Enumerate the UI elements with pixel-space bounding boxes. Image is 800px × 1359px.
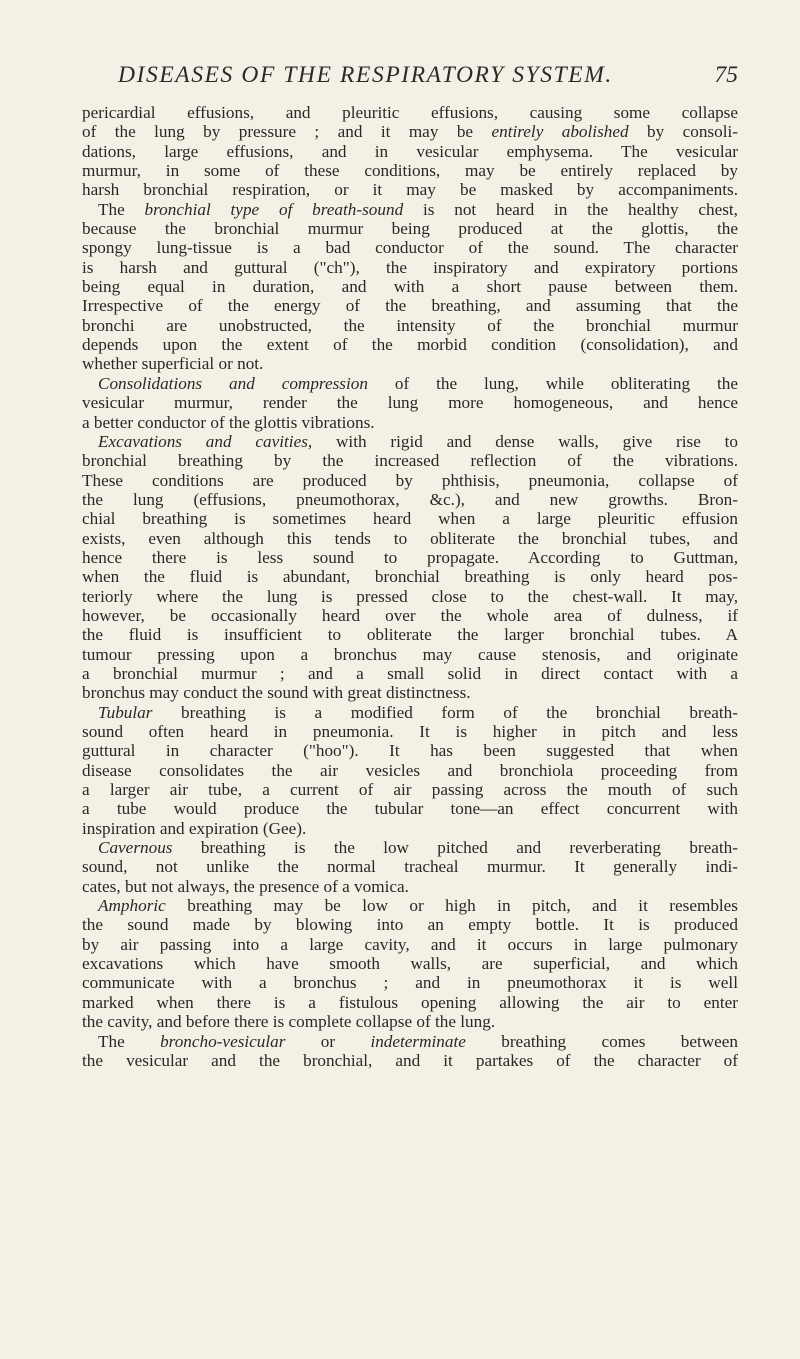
text-run: is harsh and guttural ("ch"), the inspiratory and expiratory portions	[82, 257, 738, 277]
text-line	[82, 335, 738, 354]
text-line	[82, 567, 738, 586]
text-line	[82, 432, 738, 451]
text-run: excavations which have smooth walls, are superficial, and which	[82, 954, 738, 974]
text-run: depends upon the extent of the morbid condition (consolidation), and	[82, 335, 738, 355]
text-line	[82, 316, 738, 335]
italic-run: Consolidations and compression	[98, 373, 368, 393]
text-line	[82, 277, 738, 296]
text-run: breathing may be low or high in pitch, and it resembles	[165, 896, 738, 916]
text-run: tumour pressing upon a bronchus may cause stenosis, and originate	[82, 644, 738, 664]
italic-run: Cavernous	[98, 838, 173, 858]
italic-run: Amphoric	[98, 896, 166, 916]
text-line	[82, 703, 738, 722]
text-run: of the lung, while obliterating the	[367, 373, 738, 393]
text-run: bronchial breathing by the increased reflection of the vibrations.	[82, 451, 738, 471]
italic-run: entirely abolished	[491, 122, 629, 142]
text-run: disease consolidates the air vesicles and bronchiola proceeding from	[82, 760, 738, 780]
text-run: communicate with a bronchus ; and in pneumothorax it is well	[82, 973, 738, 993]
text-run: murmur, in some of these conditions, may be entirely replaced by	[82, 161, 738, 181]
text-line	[82, 451, 738, 470]
text-run: breathing is a modified form of the bronchial breath-	[152, 702, 738, 722]
text-run: sound often heard in pneumonia. It is higher in pitch and less	[82, 722, 738, 741]
text-line	[82, 625, 738, 644]
text-line	[82, 103, 738, 122]
text-run: a better conductor of the glottis vibrations.	[82, 412, 375, 432]
text-run: vesicular murmur, render the lung more homogeneous, and hence	[82, 393, 738, 413]
text-line	[82, 238, 738, 257]
text-line	[82, 200, 738, 219]
text-line	[82, 722, 738, 741]
text-line	[82, 645, 738, 664]
text-line	[82, 780, 738, 799]
text-run: guttural in character ("hoo"). It has been suggested that when	[82, 741, 738, 761]
text-line	[82, 664, 738, 683]
running-head	[118, 62, 738, 92]
text-run: exists, even although this tends to obliterate the bronchial tubes, and	[82, 528, 738, 548]
text-run: dations, large effusions, and in vesicular emphysema. The vesicular	[82, 141, 738, 161]
text-line	[82, 490, 738, 509]
text-line	[82, 683, 738, 702]
text-run: being equal in duration, and with a short pause between them.	[82, 277, 738, 297]
text-run: hence there is less sound to propagate. According to Guttman,	[82, 547, 738, 567]
text-line	[82, 471, 738, 490]
text-run: by consoli-	[628, 122, 738, 142]
text-run: spongy lung-tissue is a bad conductor of the sound. The character	[82, 238, 738, 258]
text-line	[82, 548, 738, 567]
text-line	[82, 993, 738, 1012]
running-head-title: DISEASES OF THE RESPIRATORY SYSTEM.	[118, 62, 613, 88]
page-number: 75	[714, 62, 738, 88]
text-run: bronchi are unobstructed, the intensity of the bronchial murmur	[82, 315, 738, 335]
text-line	[82, 393, 738, 412]
text-run: the sound made by blowing into an empty bottle. It is produced	[82, 915, 738, 935]
body-text	[82, 103, 738, 1070]
text-run: by air passing into a large cavity, and it occurs in large pulmonary	[82, 934, 738, 954]
text-line	[82, 529, 738, 548]
text-line	[82, 896, 738, 915]
text-run: of the lung by pressure ; and it may be	[82, 122, 492, 142]
italic-run: broncho-vesicular	[160, 1031, 286, 1051]
text-line	[82, 1051, 738, 1070]
text-run: the cavity, and before there is complete collapse of the lung.	[82, 1012, 496, 1032]
text-line	[82, 413, 738, 432]
text-line	[82, 258, 738, 277]
text-run: the lung (effusions, pneumothorax, &c.), and new growths. Bron-	[82, 489, 738, 509]
text-run: The	[98, 199, 145, 219]
text-line	[82, 954, 738, 973]
text-run: when the fluid is abundant, bronchial breathing is only heard pos-	[82, 567, 738, 587]
text-run: because the bronchial murmur being produced at the glottis, the	[82, 219, 738, 239]
text-line	[82, 1012, 738, 1031]
text-line	[82, 973, 738, 992]
text-line	[82, 877, 738, 896]
text-line	[82, 161, 738, 180]
text-line	[82, 587, 738, 606]
text-line	[82, 1032, 738, 1051]
text-line	[82, 741, 738, 760]
text-line	[82, 374, 738, 393]
text-run: cates, but not always, the presence of a vomica.	[82, 876, 409, 896]
text-run: teriorly where the lung is pressed close to the chest-wall. It may,	[82, 586, 738, 606]
text-run: or	[285, 1031, 371, 1051]
text-run: bronchus may conduct the sound with great distinctness.	[82, 683, 471, 703]
text-run: pericardial effusions, and pleuritic effusions, causing some collapse	[82, 103, 738, 122]
text-line	[82, 509, 738, 528]
italic-run: indeterminate	[370, 1031, 466, 1051]
text-run: however, be occasionally heard over the whole area of dulness, if	[82, 605, 738, 625]
text-run: sound, not unlike the normal tracheal murmur. It generally indi-	[82, 857, 738, 877]
text-run: a larger air tube, a current of air passing across the mouth of such	[82, 780, 738, 800]
text-line	[82, 819, 738, 838]
text-run: These conditions are produced by phthisis, pneumonia, collapse of	[82, 470, 738, 490]
text-line	[82, 761, 738, 780]
italic-run: Excavations and cavities,	[98, 431, 313, 451]
text-line	[82, 935, 738, 954]
text-run: marked when there is a fistulous opening allowing the air to enter	[82, 992, 738, 1012]
text-run: the vesicular and the bronchial, and it partakes of the character of	[82, 1050, 738, 1070]
text-line	[82, 142, 738, 161]
text-run: whether superficial or not.	[82, 354, 264, 374]
text-line	[82, 799, 738, 818]
text-run: harsh bronchial respiration, or it may be masked by accompaniments.	[82, 180, 738, 200]
text-line	[82, 180, 738, 199]
text-run: Irrespective of the energy of the breathing, and assuming that the	[82, 296, 738, 316]
text-line	[82, 857, 738, 876]
text-line	[82, 606, 738, 625]
text-run: The	[98, 1031, 161, 1051]
italic-run: bronchial type of breath-sound	[144, 199, 404, 219]
text-run: breathing is the low pitched and reverberating breath-	[172, 838, 738, 858]
text-run: is not heard in the healthy chest,	[403, 199, 738, 219]
text-run: inspiration and expiration (Gee).	[82, 818, 307, 838]
text-line	[82, 296, 738, 315]
text-line	[82, 915, 738, 934]
text-run: with rigid and dense walls, give rise to	[312, 431, 738, 451]
text-run: a tube would produce the tubular tone—an effect concurrent with	[82, 799, 738, 819]
text-line	[82, 219, 738, 238]
text-run: a bronchial murmur ; and a small solid in direct contact with a	[82, 663, 738, 683]
italic-run: Tubular	[98, 702, 153, 722]
text-run: chial breathing is sometimes heard when a large pleuritic effusion	[82, 509, 738, 529]
text-run: the fluid is insufficient to obliterate the larger bronchial tubes. A	[82, 625, 738, 645]
text-line	[82, 122, 738, 141]
text-run: breathing comes between	[465, 1031, 738, 1051]
text-line	[82, 838, 738, 857]
text-line	[82, 354, 738, 373]
